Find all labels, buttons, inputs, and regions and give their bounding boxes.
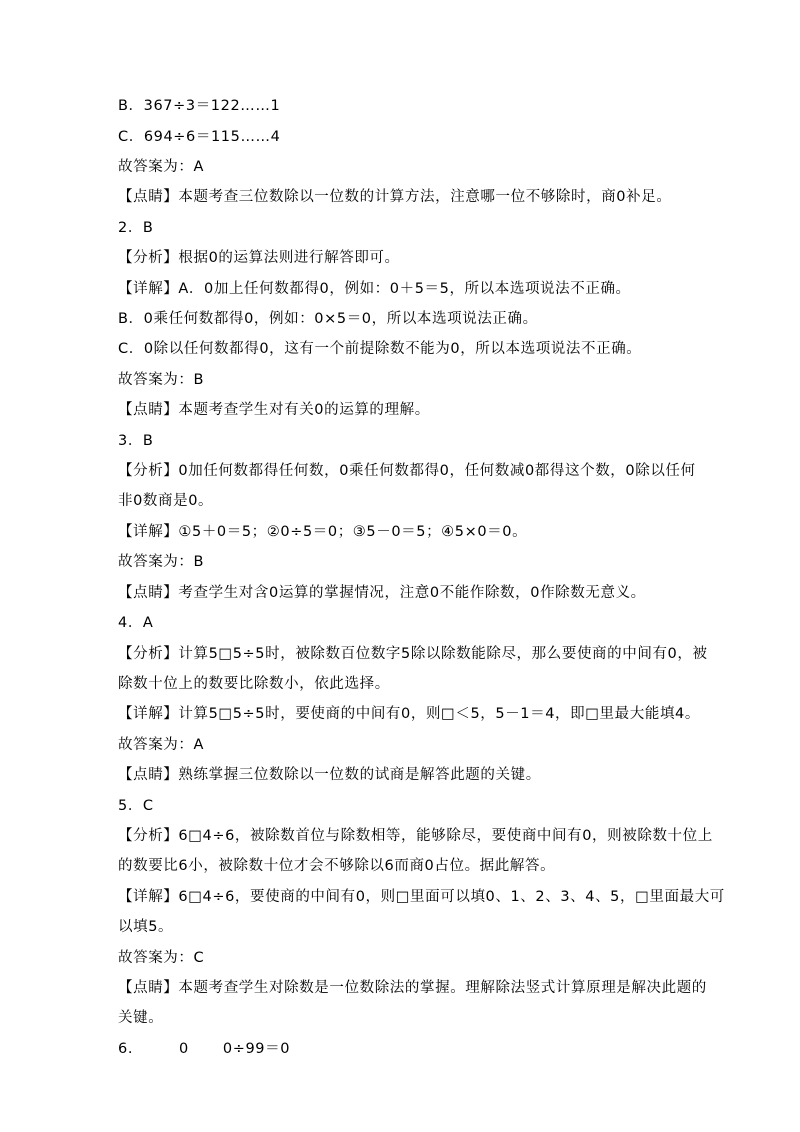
text-line: 【点睛】本题考查学生对有关0的运算的理解。 — [118, 402, 430, 418]
answer-blank-2: 0÷99＝0 — [222, 1041, 291, 1057]
text-line: 【详解】计算5□5÷5时，要使商的中间有0，则□＜5，5－1＝4，即□里最大能填4。 — [118, 706, 700, 722]
text-line: 【点睛】熟练掌握三位数除以一位数的试商是解答此题的关键。 — [118, 767, 541, 783]
text-line: 【点睛】本题考查三位数除以一位数的计算方法，注意哪一位不够除时，商0补足。 — [118, 189, 672, 205]
text-line: 故答案为：B — [118, 554, 205, 570]
text-line: 【详解】A．0加上任何数都得0，例如：0＋5＝5，所以本选项说法不正确。 — [118, 281, 631, 297]
text-line: 【分析】0加任何数都得任何数，0乘任何数都得0，任何数减0都得这个数，0除以任何 — [118, 463, 696, 479]
text-line: 故答案为：A — [118, 159, 205, 175]
text-line: 的数要比6小，被除数十位才会不够除以6而商0占位。据此解答。 — [118, 858, 556, 874]
text-line: 【分析】计算5□5÷5时，被除数百位数字5除以除数能除尽，那么要使商的中间有0，被 — [118, 646, 708, 662]
text-line: 【点睛】考查学生对含0运算的掌握情况，注意0不能作除数，0作除数无意义。 — [118, 585, 646, 601]
text-line: 故答案为：C — [118, 950, 205, 966]
text-line: 故答案为：A — [118, 737, 205, 753]
text-line: 【点睛】本题考查学生对除数是一位数除法的掌握。理解除法竖式计算原理是解决此题的 — [118, 980, 707, 996]
answer-blank-1: 0 — [179, 1041, 189, 1057]
question-6-line — [118, 1039, 290, 1059]
text-line: 故答案为：B — [118, 372, 205, 388]
text-line: 非0数商是0。 — [118, 493, 214, 509]
text-line: 【分析】根据0的运算法则进行解答即可。 — [118, 250, 400, 266]
text-line: 【分析】6□4÷6，被除数首位与除数相等，能够除尽，要使商中间有0，则被除数十位上 — [118, 828, 713, 844]
text-line: 以填5。 — [118, 919, 174, 935]
text-line: 除数十位上的数要比除数小，依此选择。 — [118, 676, 390, 692]
text-line: 【详解】6□4÷6，要使商的中间有0，则□里面可以填0、1、2、3、4、5，□里面最大可 — [118, 889, 725, 905]
text-line: B．0乘任何数都得0，例如：0×5＝0，所以本选项说法正确。 — [118, 311, 538, 327]
text-line: C．694÷6＝115……4 — [118, 129, 281, 145]
text-line: B．367÷3＝122……1 — [118, 98, 281, 114]
text-line: 3．B — [118, 433, 154, 449]
question-number: 6. — [118, 1041, 134, 1057]
text-line: 【详解】①5＋0＝5；②0÷5＝0；③5－0＝5；④5×0＝0。 — [118, 524, 528, 540]
text-line: C．0除以任何数都得0，这有一个前提除数不能为0，所以本选项说法不正确。 — [118, 341, 642, 357]
text-line: 关键。 — [118, 1010, 164, 1026]
text-line: 2．B — [118, 220, 154, 236]
text-line: 4．A — [118, 615, 154, 631]
text-line: 5．C — [118, 798, 154, 814]
